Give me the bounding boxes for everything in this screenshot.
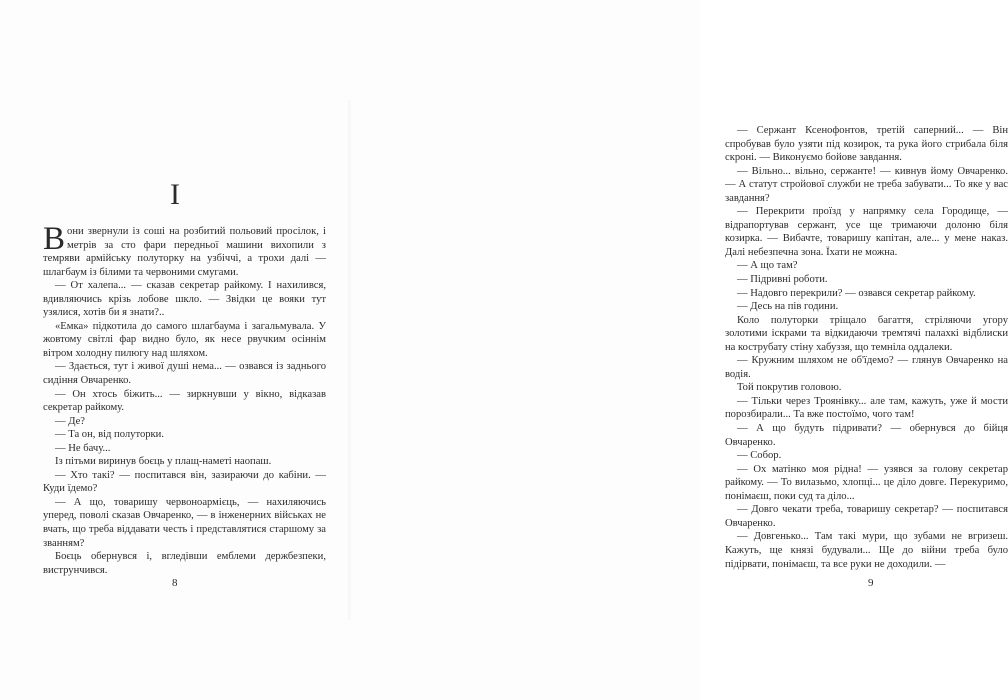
paragraph: — Довго чекати треба, товаришу секретар? — поспитався Овчаренко. [725, 504, 1008, 529]
right-page [350, 0, 1008, 700]
paragraph: «Емка» підкотила до самого шлагбаума і загальмувала. У жовтому світлі фар видно було, як несе рвучким осіннім вітром холодну пилюгу над шляхом. [43, 320, 326, 359]
paragraph: Той покрутив головою. [737, 382, 842, 394]
paragraph: — Сержант Ксенофонтов, третій саперний... — Він спробував було узяти під козирок, та рука його стрибала біля скроні. — Виконуємо бойове завдання. [725, 125, 1008, 164]
paragraph: — Та он, від полуторки. [55, 429, 165, 441]
paragraph: Коло полуторки тріщало багаття, стріляючи угору золотими іскрами та відкидаючи тремтячі палахкі відблиски на кострубату стіну хабуззя, що темніла оддалеки. [725, 314, 1008, 353]
paragraph: — А що, товаришу червоноармієць, — нахиляючись уперед, поволі сказав Овчаренко, — в інженерних військах не вчать, що треба віддавати честь і представлятися старшому за званням? [43, 496, 326, 549]
opening-paragraph-text: они звернули із соші на розбитий польовий просілок, і метрів за сто фари передньої машини вихопили з темряви армійську полуторку на узбіччі, а трохи далі — шлагбаум із білими та червоними смугами. [43, 226, 326, 278]
paragraph: — Ох матінко моя рідна! — узявся за голову секретар райкому. — То вилазьмо, хлопці... це діло довге. Перекуримо, понімаєш, поки суд та діло... [725, 463, 1008, 502]
drop-cap-letter: В [43, 221, 66, 257]
right-page-text [725, 124, 1008, 571]
paragraph: — Довгенько... Там такі мури, що зубами не вгризеш. Кажуть, ще князі будували... Ще до війни треба було підірвати, понімаєш, та все руки не доходили. — [725, 531, 1008, 570]
page-number: 8 [172, 577, 178, 589]
paragraph: — Підривні роботи. [737, 274, 828, 286]
paragraph: — Не бачу... [55, 442, 111, 454]
opening-paragraph [43, 221, 326, 279]
paragraph: — От халепа... — сказав секретар райкому. І нахилився, вдивляючись крізь лобове шкло. — Звідки це вояки тут узялися, хотів би я знати?.. [43, 280, 326, 319]
paragraph: — А що там? [737, 260, 798, 272]
paragraph: — Собор. [737, 450, 782, 462]
left-page-text [43, 221, 326, 577]
paragraph: — Он хтось біжить... — зиркнувши у вікно, відказав секретар райкому. [43, 388, 326, 414]
paragraph: — Перекрити проїзд у напрямку села Городище, — відрапортував сержант, усе ще тримаючи долоню біля козирка. — Вибачте, товаришу капітан, але... у мене наказ. Далі небезпечна зона. Їхати не можна. [725, 206, 1008, 258]
paragraph: — Тільки через Троянівку... але там, кажуть, уже й мости порозбирали... Та вже постоїмо, чого там! [725, 395, 1008, 421]
paragraph: — Вільно... вільно, сержанте! — кивнув йому Овчаренко. — А статут стройової служби не треба забувати... То яке у вас завдання? [725, 165, 1008, 204]
paragraph: — Хто такі? — поспитався він, зазираючи до кабіни. — Куди їдемо? [43, 469, 326, 495]
paragraph: — Здається, тут і живої душі нема... — озвався із заднього сидіння Овчаренко. [43, 361, 326, 387]
paragraph: — А що будуть підривати? — обернувся до бійця Овчаренко. [725, 423, 1008, 448]
chapter-number: I [170, 178, 181, 211]
paragraph: — Надовго перекрили? — озвався секретар райкому. [737, 287, 976, 299]
paragraph: — Де? [55, 415, 86, 427]
paragraph: — Кружним шляхом не об'їдемо? — глянув Овчаренко на водія. [725, 355, 1008, 380]
paragraph: Із пітьми виринув боєць у плащ-наметі наопаш. [55, 456, 272, 468]
left-page [0, 0, 350, 700]
paragraph: Боєць обернувся і, вгледівши емблеми держбезпеки, виструнчився. [43, 551, 326, 576]
paragraph: — Десь на пів години. [737, 301, 839, 313]
page-number: 9 [868, 577, 874, 589]
